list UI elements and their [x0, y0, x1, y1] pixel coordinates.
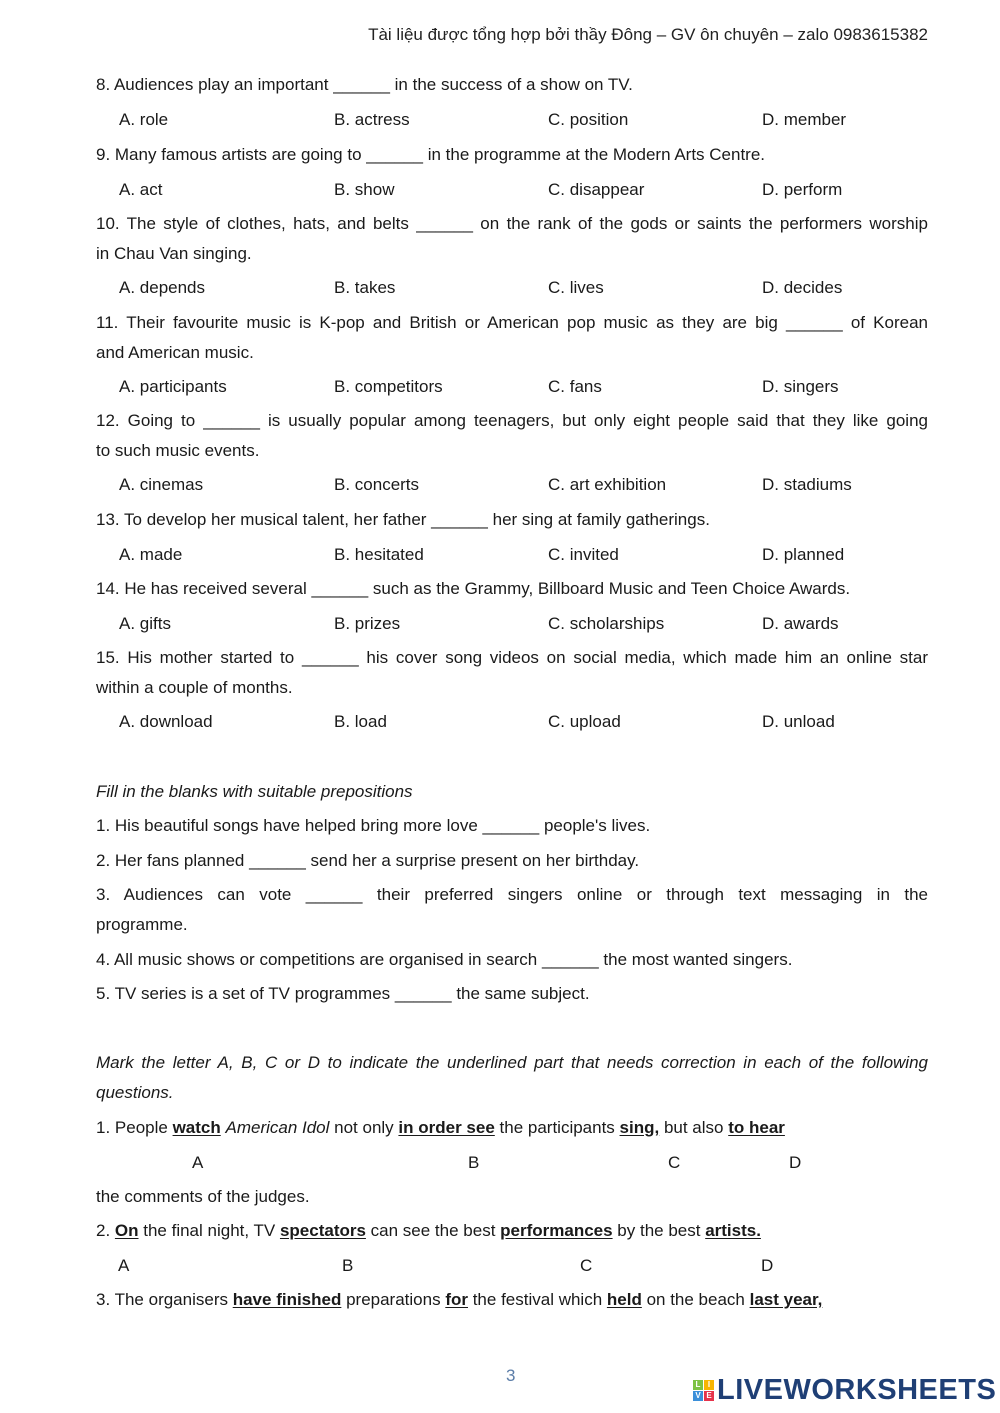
- question-text: 15. His mother started to ______ his cover song videos on social media, which made him an online star: [96, 648, 928, 667]
- answer-option[interactable]: C. lives: [548, 278, 604, 297]
- answer-option[interactable]: B. prizes: [334, 613, 401, 633]
- liveworksheets-logo: [693, 1374, 996, 1407]
- page-header: Tài liệu được tổng hợp bởi thầy Đông – GV ôn chuyên – zalo 0983615382: [368, 25, 928, 44]
- answer-option[interactable]: A. made: [119, 544, 183, 564]
- answer-option[interactable]: A. act: [119, 179, 163, 199]
- fill-blank-item: 2. Her fans planned ______ send her a surprise present on her birthday.: [96, 851, 640, 870]
- fill-blank-item: 3. Audiences can vote ______ their preferred singers online or through text messaging in the: [96, 885, 928, 904]
- answer-option[interactable]: D. awards: [762, 613, 839, 633]
- text-segment: 1. People: [96, 1118, 173, 1137]
- correction-sentence: [96, 1288, 928, 1312]
- answer-option[interactable]: B. concerts: [334, 475, 420, 494]
- option-letter[interactable]: D: [761, 1255, 774, 1275]
- logo-text: LIVEWORKSHEETS: [717, 1374, 997, 1406]
- question-text: in Chau Van singing.: [96, 243, 252, 263]
- text-segment: 3. The organisers: [96, 1290, 233, 1309]
- underlined-part: spectators: [279, 1221, 366, 1240]
- underlined-part: sing,: [619, 1118, 660, 1137]
- question-text: and American music.: [96, 342, 254, 362]
- underlined-part: artists.: [705, 1221, 761, 1240]
- answer-option[interactable]: B. hesitated: [334, 544, 424, 564]
- logo-block: I: [704, 1380, 714, 1390]
- text-segment: not only: [329, 1118, 399, 1137]
- answer-option[interactable]: A. participants: [119, 377, 227, 396]
- option-letter[interactable]: A: [118, 1255, 130, 1275]
- correction-sentence-continued: the comments of the judges.: [96, 1187, 310, 1206]
- page-number: 3: [506, 1366, 516, 1385]
- answer-option[interactable]: B. competitors: [334, 377, 443, 396]
- underlined-part: held: [606, 1290, 642, 1309]
- answer-option[interactable]: D. decides: [762, 278, 843, 297]
- answer-option[interactable]: C. position: [548, 109, 629, 129]
- question-text: 11. Their favourite music is K-pop and British or American pop music as they are big ______ of Korean: [96, 313, 928, 332]
- section-heading: Fill in the blanks with suitable prepositions: [96, 782, 413, 801]
- answer-option[interactable]: C. fans: [548, 377, 602, 396]
- answer-option[interactable]: C. upload: [548, 712, 621, 731]
- text-segment: on the beach: [641, 1290, 750, 1309]
- underlined-part: in order see: [398, 1118, 495, 1137]
- question-text: 12. Going to ______ is usually popular among teenagers, but only eight people said that they like going: [96, 411, 928, 430]
- answer-option[interactable]: C. invited: [548, 544, 619, 564]
- section-heading: questions.: [96, 1082, 174, 1102]
- underlined-part: watch: [172, 1118, 221, 1137]
- fill-blank-item: 1. His beautiful songs have helped bring more love ______ people's lives.: [96, 816, 651, 835]
- correction-sentence: [96, 1116, 928, 1140]
- underlined-part: On: [114, 1221, 139, 1240]
- underlined-part: for: [445, 1290, 468, 1309]
- answer-option[interactable]: D. member: [762, 109, 847, 129]
- underlined-part: to hear: [728, 1118, 785, 1137]
- option-letter[interactable]: C: [580, 1255, 593, 1275]
- answer-option[interactable]: C. disappear: [548, 179, 645, 199]
- text-segment: the participants: [494, 1118, 620, 1137]
- answer-option[interactable]: A. depends: [119, 278, 206, 297]
- option-letter[interactable]: C: [668, 1152, 681, 1172]
- answer-option[interactable]: A. cinemas: [119, 475, 204, 494]
- answer-option[interactable]: B. load: [334, 712, 387, 731]
- text-segment: 2.: [96, 1221, 115, 1240]
- option-letter[interactable]: A: [192, 1152, 204, 1172]
- logo-block: L: [693, 1380, 703, 1390]
- logo-block: V: [693, 1391, 703, 1401]
- fill-blank-item: 4. All music shows or competitions are organised in search ______ the most wanted singers.: [96, 950, 793, 969]
- question-text: 14. He has received several ______ such as the Grammy, Billboard Music and Teen Choice Awards.: [96, 579, 851, 598]
- answer-option[interactable]: C. art exhibition: [548, 475, 667, 494]
- logo-block: E: [704, 1391, 714, 1401]
- question-text: 8. Audiences play an important ______ in the success of a show on TV.: [96, 75, 633, 94]
- underlined-part: have finished: [232, 1290, 342, 1309]
- section-heading: Mark the letter A, B, C or D to indicate the underlined part that needs correction in each of the following: [96, 1053, 928, 1072]
- correction-sentence: [96, 1219, 928, 1243]
- answer-option[interactable]: A. gifts: [119, 613, 171, 633]
- answer-option[interactable]: D. planned: [762, 544, 845, 564]
- question-text: 10. The style of clothes, hats, and belts ______ on the rank of the gods or saints the performers worship: [96, 214, 928, 233]
- question-text: to such music events.: [96, 440, 260, 460]
- option-letter[interactable]: D: [789, 1152, 802, 1172]
- underlined-part: performances: [500, 1221, 613, 1240]
- underlined-part: last year,: [749, 1290, 823, 1309]
- answer-option[interactable]: D. singers: [762, 377, 839, 396]
- answer-option[interactable]: A. role: [119, 109, 169, 129]
- text-segment: the festival which: [467, 1290, 607, 1309]
- option-letter[interactable]: B: [342, 1255, 354, 1275]
- answer-option[interactable]: B. takes: [334, 278, 396, 297]
- question-text: within a couple of months.: [96, 677, 293, 697]
- text-segment: American Idol: [225, 1118, 330, 1137]
- answer-option[interactable]: B. actress: [334, 109, 410, 129]
- fill-blank-item: programme.: [96, 914, 188, 934]
- text-segment: by the best: [612, 1221, 706, 1240]
- option-letter[interactable]: B: [468, 1152, 480, 1172]
- answer-option[interactable]: D. unload: [762, 712, 835, 731]
- answer-option[interactable]: A. download: [119, 712, 213, 731]
- text-segment: but also: [659, 1118, 729, 1137]
- answer-option[interactable]: D. perform: [762, 179, 843, 199]
- answer-option[interactable]: B. show: [334, 179, 395, 199]
- answer-option[interactable]: C. scholarships: [548, 613, 665, 633]
- fill-blank-item: 5. TV series is a set of TV programmes ______ the same subject.: [96, 984, 590, 1003]
- text-segment: can see the best: [365, 1221, 501, 1240]
- answer-option[interactable]: D. stadiums: [762, 475, 852, 494]
- logo-blocks-icon: [693, 1380, 714, 1401]
- text-segment: preparations: [341, 1290, 446, 1309]
- question-text: 13. To develop her musical talent, her father ______ her sing at family gatherings.: [96, 510, 710, 529]
- question-text: 9. Many famous artists are going to ______ in the programme at the Modern Arts Centre.: [96, 145, 766, 164]
- text-segment: the final night, TV: [138, 1221, 280, 1240]
